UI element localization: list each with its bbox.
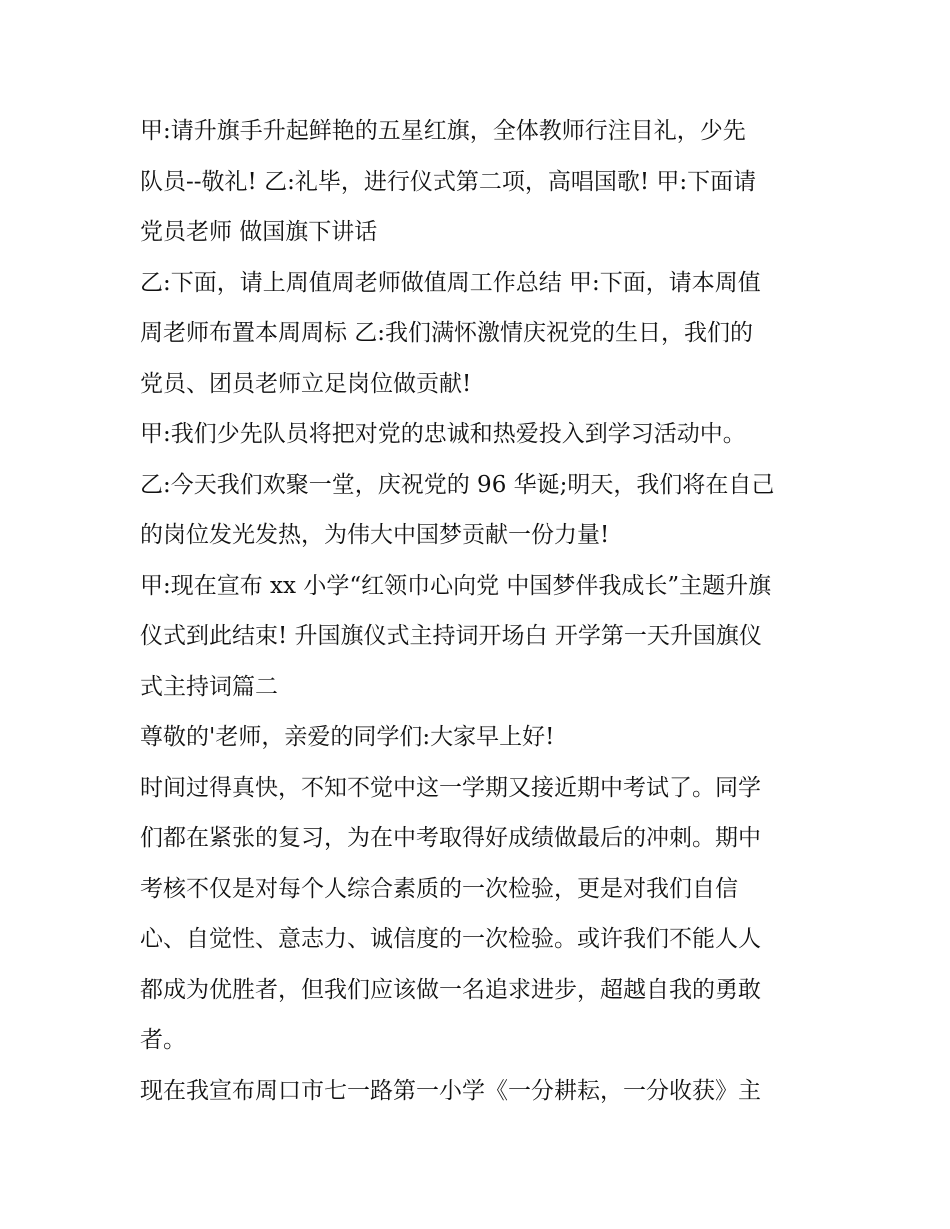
text-line: 党员老师 做国旗下讲话 <box>140 219 378 245</box>
text-line: 考核不仅是对每个人综合素质的一次检验，更是对我们自信 <box>140 875 738 902</box>
document-body <box>140 106 820 1116</box>
text-line: 甲:现在宣布 xx 小学“红领巾心向党 中国梦伴我成长”主题升旗 <box>140 572 772 599</box>
text-line: 心、自觉性、意志力、诚信度的一次检验。或许我们不能人人 <box>140 926 761 952</box>
text-line: 仪式到此结束! 升国旗仪式主持词开场白 开学第一天升国旗仪 <box>140 623 762 649</box>
text-line: 队员--敬礼! 乙:礼毕，进行仪式第二项，高唱国歌! 甲:下面请 <box>140 168 757 195</box>
text-line: 周老师布置本周周标 乙:我们满怀激情庆祝党的生日，我们的 <box>140 320 754 346</box>
text-line: 们都在紧张的复习，为在中考取得好成绩做最后的冲刺。期中 <box>140 825 761 851</box>
text-line: 乙:下面，请上周值周老师做值周工作总结 甲:下面，请本周值 <box>140 269 761 296</box>
text-line: 党员、团员老师立足岗位做贡献! <box>140 370 472 397</box>
text-line: 乙:今天我们欢聚一堂，庆祝党的 96 华诞;明天，我们将在自己 <box>140 471 775 498</box>
text-line: 甲:我们少先队员将把对党的忠诚和热爱投入到学习活动中。 <box>140 421 746 447</box>
text-line: 的岗位发光发热，为伟大中国梦贡献一份力量! <box>140 522 610 548</box>
text-line: 式主持词篇二 <box>140 673 278 700</box>
text-line: 尊敬的'老师，亲爱的同学们:大家早上好! <box>140 724 555 750</box>
text-line: 现在我宣布周口市七一路第一小学《一分耕耘，一分收获》主 <box>140 1077 761 1104</box>
text-line: 时间过得真快，不知不觉中这一学期又接近期中考试了。同学 <box>140 774 761 801</box>
text-line: 者。 <box>140 1027 186 1053</box>
text-line: 都成为优胜者，但我们应该做一名追求进步，超越自我的勇敢 <box>140 976 761 1003</box>
text-line: 甲:请升旗手升起鲜艳的五星红旗，全体教师行注目礼，少先 <box>140 118 746 144</box>
